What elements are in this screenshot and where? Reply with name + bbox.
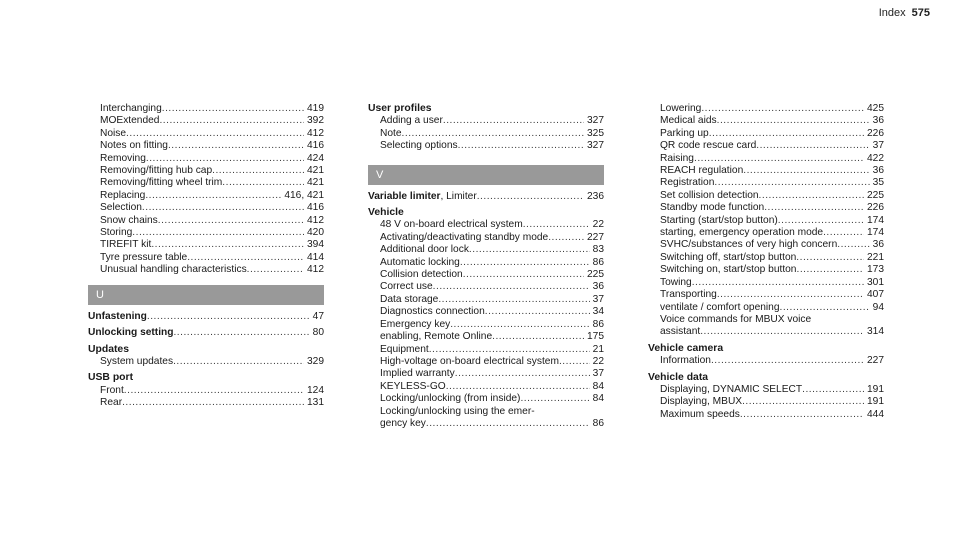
index-entry: Removing ..... 424 — [88, 153, 324, 165]
index-entry: Transporting ..... 407 — [648, 289, 884, 301]
tyres-subentries — [88, 103, 324, 277]
index-entry: Automatic locking ..... 86 — [368, 257, 604, 269]
index-entry: Medical aids ..... 36 — [648, 115, 884, 127]
index-entry: Collision detection ..... 225 — [368, 269, 604, 281]
index-entry: Switching off, start/stop button ..... 221 — [648, 252, 884, 264]
index-entry: System updates ..... 329 — [88, 356, 324, 368]
section-title: Index — [878, 7, 906, 19]
index-heading-vehicle-data: Vehicle data — [648, 371, 709, 383]
index-entry: Implied warranty ..... 37 — [368, 368, 604, 380]
index-entry: Storing ..... 420 — [88, 227, 324, 239]
index-entry: Selecting options ..... 327 — [368, 140, 604, 152]
index-entry: Parking up ..... 226 — [648, 128, 884, 140]
index-entry: enabling, Remote Online ..... 175 — [368, 331, 604, 343]
index-entry-wrapped: Voice commands for MBUX voice — [660, 313, 812, 325]
index-entry: Displaying, MBUX ..... 191 — [648, 396, 884, 408]
index-entry: Emergency key ..... 86 — [368, 319, 604, 331]
page-header — [879, 7, 930, 19]
index-entry: Rear ..... 131 — [88, 397, 324, 409]
index-entry: Adding a user ..... 327 — [368, 115, 604, 127]
index-entry-variable-limiter: Variable limiter, Limiter ..... 236 — [368, 191, 604, 203]
index-entry: Set collision detection ..... 225 — [648, 190, 884, 202]
index-entry: Equipment ..... 21 — [368, 344, 604, 356]
index-entry: Note ..... 325 — [368, 128, 604, 140]
index-entry: Replacing ..... 416, 421 — [88, 190, 324, 202]
index-entry: Locking/unlocking (from inside) ..... 84 — [368, 393, 604, 405]
index-entry: Noise ..... 412 — [88, 128, 324, 140]
index-entry: ventilate / comfort opening ..... 94 — [648, 302, 884, 314]
letter-heading-u: U — [88, 285, 324, 305]
index-entry: assistant ..... 314 — [648, 326, 884, 338]
index-entry: Towing ..... 301 — [648, 277, 884, 289]
index-entry: Interchanging ..... 419 — [88, 103, 324, 115]
index-entry: Tyre pressure table ..... 414 — [88, 252, 324, 264]
index-entry: gency key ..... 86 — [368, 418, 604, 430]
index-entry: Snow chains ..... 412 — [88, 215, 324, 227]
index-entry: 48 V on-board electrical system ..... 22 — [368, 219, 604, 231]
index-entry: Information ..... 227 — [648, 355, 884, 367]
index-entry: Diagnostics connection ..... 34 — [368, 306, 604, 318]
index-column-1 — [88, 103, 324, 410]
index-entry: Maximum speeds ..... 444 — [648, 409, 884, 421]
index-entry: Activating/deactivating standby mode ..... 227 — [368, 232, 604, 244]
index-entry: Raising ..... 422 — [648, 153, 884, 165]
index-entry: Additional door lock ..... 83 — [368, 244, 604, 256]
index-entry: Lowering ..... 425 — [648, 103, 884, 115]
page-number: 575 — [911, 7, 930, 19]
index-heading-usb-port: USB port — [88, 372, 134, 384]
index-entry: QR code rescue card ..... 37 — [648, 140, 884, 152]
index-entry: starting, emergency operation mode ..... 174 — [648, 227, 884, 239]
index-entry: Front ..... 124 — [88, 385, 324, 397]
index-column-3 — [648, 103, 884, 421]
index-entry: Removing/fitting wheel trim ..... 421 — [88, 177, 324, 189]
index-entry: Unusual handling characteristics ..... 412 — [88, 264, 324, 276]
index-entry: SVHC/substances of very high concern ..... 36 — [648, 239, 884, 251]
index-entry: MOExtended ..... 392 — [88, 115, 324, 127]
index-entry-wrapped: Locking/unlocking using the emer- — [380, 405, 535, 417]
index-entry-unfastening: Unfastening ..... 47 — [88, 311, 324, 323]
index-entry: Standby mode function ..... 226 — [648, 202, 884, 214]
index-heading-user-profiles: User profiles — [368, 103, 432, 114]
index-heading-updates: Updates — [88, 343, 129, 355]
index-heading-vehicle-camera: Vehicle camera — [648, 342, 724, 354]
index-entry: High-voltage on-board electrical system ..... 22 — [368, 356, 604, 368]
index-entry: Starting (start/stop button) ..... 174 — [648, 215, 884, 227]
index-entry: Notes on fitting ..... 416 — [88, 140, 324, 152]
index-entry: Selection ..... 416 — [88, 202, 324, 214]
index-entry: Switching on, start/stop button ..... 173 — [648, 264, 884, 276]
index-entry: KEYLESS-GO ..... 84 — [368, 381, 604, 393]
index-entry: Registration ..... 35 — [648, 177, 884, 189]
letter-heading-v: V — [368, 165, 604, 185]
index-entry: Data storage ..... 37 — [368, 294, 604, 306]
index-entry: Correct use ..... 36 — [368, 281, 604, 293]
index-entry-unlocking: Unlocking setting ..... 80 — [88, 327, 324, 339]
index-heading-vehicle: Vehicle — [368, 207, 404, 219]
index-entry: TIREFIT kit ..... 394 — [88, 239, 324, 251]
index-entry: REACH regulation ..... 36 — [648, 165, 884, 177]
index-entry: Removing/fitting hub cap ..... 421 — [88, 165, 324, 177]
index-column-2 — [368, 103, 604, 430]
index-entry: Displaying, DYNAMIC SELECT ..... 191 — [648, 384, 884, 396]
